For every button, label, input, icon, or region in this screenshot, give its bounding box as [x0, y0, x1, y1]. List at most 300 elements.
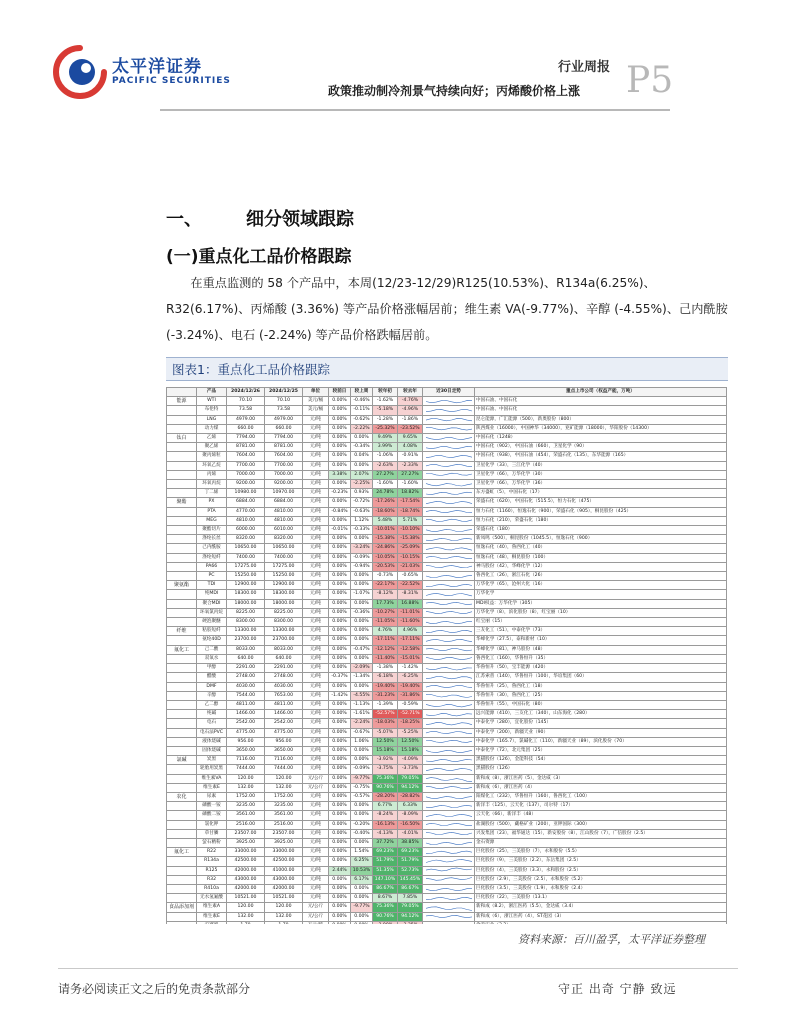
row-product: PA66 [197, 562, 227, 571]
trend-line [426, 575, 472, 577]
row-group [167, 737, 197, 746]
row-unit: 元/吨 [303, 461, 329, 470]
trend-sparkline-icon [424, 416, 474, 423]
row-product: 维生素E [197, 783, 227, 792]
row-day-change: 0.00% [329, 452, 351, 461]
row-group [167, 746, 197, 755]
row-yoy-change: -10.10% [398, 526, 423, 535]
row-price-1: 42500.00 [227, 857, 265, 866]
row-week-change: -0.09% [351, 553, 373, 562]
row-yoy-change: -15.01% [398, 654, 423, 663]
row-day-change: 0.00% [329, 553, 351, 562]
trend-line [426, 787, 472, 789]
row-price-1: 12900.00 [227, 581, 265, 590]
row-price-1: 17275.00 [227, 562, 265, 571]
row-price-1: 42000.00 [227, 866, 265, 875]
row-week-change: 6.25% [351, 857, 373, 866]
row-unit: 元/吨 [303, 838, 329, 847]
trend-sparkline-icon [424, 766, 474, 773]
row-group [167, 894, 197, 903]
trend-sparkline-icon [424, 655, 474, 662]
row-trend-sparkline [423, 636, 475, 645]
trend-line [426, 621, 472, 623]
row-trend-sparkline [423, 627, 475, 636]
row-price-1: 6884.00 [227, 498, 265, 507]
row-ytd-change: -4.13% [373, 829, 398, 838]
row-trend-sparkline [423, 894, 475, 903]
trend-line [426, 667, 472, 669]
table-row [167, 838, 727, 847]
row-unit: 元/吨 [303, 682, 329, 691]
row-yoy-change: -21.03% [398, 562, 423, 571]
row-ytd-change: 37.72% [373, 838, 398, 847]
row-unit: 元/吨 [303, 443, 329, 452]
row-day-change: 3.38% [329, 470, 351, 479]
row-unit: 元/吨 [303, 848, 329, 857]
row-unit: 元/吨 [303, 424, 329, 433]
row-day-change: 0.00% [329, 443, 351, 452]
trend-line [426, 520, 472, 522]
row-price-2: 23507.00 [265, 829, 303, 838]
row-day-change: 0.00% [329, 756, 351, 765]
header-divider [160, 109, 670, 111]
row-yoy-change: -4.96% [398, 406, 423, 415]
row-trend-sparkline [423, 866, 475, 875]
row-price-1: 70.10 [227, 397, 265, 406]
row-unit: 元/吨 [303, 875, 329, 884]
row-week-change: 0.93% [351, 489, 373, 498]
row-trend-sparkline [423, 599, 475, 608]
row-unit [303, 921, 329, 924]
row-price-2: 18300.00 [265, 590, 303, 599]
table-row [167, 461, 727, 470]
row-day-change: 0.00% [329, 728, 351, 737]
row-product: 氯化钾 [197, 820, 227, 829]
trend-line [426, 630, 472, 632]
row-ytd-change: 12.50% [373, 737, 398, 746]
row-ytd-change: 3.99% [373, 443, 398, 452]
trend-sparkline-icon [424, 913, 474, 920]
table-row [167, 415, 727, 424]
row-ytd-change: -17.11% [373, 636, 398, 645]
row-week-change: -9.77% [351, 903, 373, 912]
trend-sparkline-icon [424, 711, 474, 718]
row-yoy-change: -1.42% [398, 664, 423, 673]
row-companies: 恒逸石化（48），桐昆股份（100） [475, 553, 727, 562]
row-group: 氯碱 [167, 756, 197, 765]
row-ytd-change: 90.76% [373, 912, 398, 921]
row-companies: 万华化学（65），沧州大化（16） [475, 581, 727, 590]
row-price-1: 7116.00 [227, 756, 265, 765]
row-day-change: 0.00% [329, 572, 351, 581]
row-yoy-change: -6.25% [398, 673, 423, 682]
row-week-change: -0.47% [351, 645, 373, 654]
row-ytd-change: -3.75% [373, 765, 398, 774]
row-day-change: 0.00% [329, 636, 351, 645]
section-title-text: 细分领域跟踪 [246, 209, 354, 230]
row-companies: 黑猫股份（126） [475, 765, 727, 774]
row-price-1: 2542.00 [227, 719, 265, 728]
price-table [166, 387, 727, 924]
brand-name-cn: 太平洋证券 [112, 57, 202, 77]
row-group [167, 461, 197, 470]
table-row [167, 792, 727, 801]
col-ytd-change: 较年初 [373, 388, 398, 397]
trend-line [426, 814, 472, 816]
row-product: DMF [197, 682, 227, 691]
row-day-change: 0.00% [329, 811, 351, 820]
row-companies: 恒逸石化（40），鲁西化工（40） [475, 544, 727, 553]
row-group [167, 480, 197, 489]
row-companies: 新和成（8），浙江医药（5），金达威（3） [475, 774, 727, 783]
row-group: 能源 [167, 397, 197, 406]
row-trend-sparkline [423, 802, 475, 811]
trend-line [426, 548, 472, 551]
row-ytd-change: -11.40% [373, 654, 398, 663]
row-product: LNG [197, 415, 227, 424]
footer-disclaimer: 请务必阅读正文之后的免责条款部分 [58, 982, 251, 996]
row-price-2: 3561.00 [265, 811, 303, 820]
row-week-change: 6.17% [351, 875, 373, 884]
row-group [167, 912, 197, 921]
row-day-change: 0.00% [329, 838, 351, 847]
row-day-change [329, 921, 351, 924]
trend-sparkline-icon [424, 876, 474, 883]
row-group [167, 562, 197, 571]
table-row [167, 581, 727, 590]
row-trend-sparkline [423, 562, 475, 571]
row-yoy-change: -31.86% [398, 691, 423, 700]
col-yoy-change: 较去年 [398, 388, 423, 397]
row-product: R125 [197, 866, 227, 875]
trend-sparkline-icon [424, 545, 474, 552]
row-unit: 元/吨 [303, 599, 329, 608]
row-week-change: 0.00% [351, 599, 373, 608]
row-trend-sparkline [423, 811, 475, 820]
row-day-change: 0.00% [329, 406, 351, 415]
trend-line [426, 741, 472, 743]
section-title [166, 205, 354, 231]
page-number: P5 [626, 60, 674, 101]
row-week-change: -1.61% [351, 710, 373, 719]
row-unit: 元/吨 [303, 618, 329, 627]
row-group [167, 838, 197, 847]
trend-line [426, 584, 472, 586]
row-price-2: 3925.00 [265, 838, 303, 847]
trend-sparkline-icon [424, 922, 474, 924]
trend-line [426, 768, 472, 770]
row-price-2: 43000.00 [265, 875, 303, 884]
row-week-change: 0.00% [351, 581, 373, 590]
row-price-2: 120.00 [265, 903, 303, 912]
row-ytd-change: 75.36% [373, 774, 398, 783]
row-companies: 鲁西化工（160），华鲁恒升（35） [475, 654, 727, 663]
row-companies: 华峰化学（27.5），泰和新材（10） [475, 636, 727, 645]
table-row [167, 489, 727, 498]
row-unit: 元/吨 [303, 811, 329, 820]
row-week-change: -0.34% [351, 443, 373, 452]
row-price-1: 4775.00 [227, 728, 265, 737]
row-trend-sparkline [423, 792, 475, 801]
row-week-change: 0.00% [351, 884, 373, 893]
row-group [167, 470, 197, 479]
row-week-change: 0.00% [351, 636, 373, 645]
row-ytd-change: 51.79% [373, 857, 398, 866]
row-ytd-change: 8.67% [373, 894, 398, 903]
trend-sparkline-icon [424, 536, 474, 543]
trend-sparkline-icon [424, 563, 474, 570]
row-unit: 元/吨 [303, 645, 329, 654]
row-price-1: 2516.00 [227, 820, 265, 829]
row-product: 乙二醇 [197, 700, 227, 709]
table-row [167, 544, 727, 553]
row-product: 双氧水 [197, 654, 227, 663]
row-unit: 元/吨 [303, 820, 329, 829]
row-week-change: 0.00% [351, 756, 373, 765]
trend-line [426, 915, 472, 917]
row-price-2: 7444.00 [265, 765, 303, 774]
trend-sparkline-icon [424, 720, 474, 727]
trend-line [426, 474, 472, 476]
table-row [167, 507, 727, 516]
row-unit: 元/吨 [303, 553, 329, 562]
trend-line [426, 501, 472, 503]
row-unit: 元/吨 [303, 507, 329, 516]
row-companies: 江苏索普（140），华鲁恒升（100），华谊集团（60） [475, 673, 727, 682]
row-ytd-change: -5.07% [373, 728, 398, 737]
row-price-1: 3561.00 [227, 811, 265, 820]
row-yoy-change: 5.71% [398, 516, 423, 525]
row-companies: 中国石化（902），中国石油（660），卫星化学（90） [475, 443, 727, 452]
table-row [167, 618, 727, 627]
trend-sparkline-icon [424, 784, 474, 791]
table-row [167, 746, 727, 755]
row-trend-sparkline [423, 682, 475, 691]
row-companies: 巨化股份（25），三美股份（7），永和股份（5.5） [475, 848, 727, 857]
row-group [167, 884, 197, 893]
row-trend-sparkline [423, 654, 475, 663]
row-price-2: 42500.00 [265, 857, 303, 866]
row-week-change: -0.62% [351, 415, 373, 424]
row-yoy-change: 16.88% [398, 599, 423, 608]
table-row [167, 866, 727, 875]
row-week-change: 1.54% [351, 848, 373, 857]
table-row [167, 480, 727, 489]
row-unit: 元/公斤 [303, 774, 329, 783]
row-yoy-change: 7.85% [398, 894, 423, 903]
row-week-change: 0.00% [351, 802, 373, 811]
row-week-change: -2.25% [351, 480, 373, 489]
row-price-2: 7700.00 [265, 461, 303, 470]
trend-sparkline-icon [424, 435, 474, 442]
row-yoy-change: 52.73% [398, 866, 423, 875]
row-yoy-change: -15.38% [398, 535, 423, 544]
row-trend-sparkline [423, 838, 475, 847]
row-day-change: 0.00% [329, 562, 351, 571]
row-yoy-change: -22.52% [398, 581, 423, 590]
row-product: 己内酰胺 [197, 544, 227, 553]
row-yoy-change: -4.01% [398, 829, 423, 838]
row-companies: 黑猫股份（126），金能科技（54） [475, 756, 727, 765]
row-price-1: 43000.00 [227, 875, 265, 884]
row-yoy-change: 94.12% [398, 912, 423, 921]
table-row [167, 857, 727, 866]
row-ytd-change: -25.32% [373, 424, 398, 433]
footer-motto: 守正 出奇 宁静 致远 [558, 982, 677, 996]
table-header-row [167, 388, 727, 397]
trend-sparkline-icon [424, 628, 474, 635]
row-price-1: 4979.00 [227, 415, 265, 424]
row-price-2: 7116.00 [265, 756, 303, 765]
row-ytd-change: -0.73% [373, 572, 398, 581]
row-product: 萤石精粉 [197, 838, 227, 847]
row-price-1: 23507.00 [227, 829, 265, 838]
row-group [167, 452, 197, 461]
row-group: 纤维 [167, 627, 197, 636]
row-product: 维生素E [197, 912, 227, 921]
row-price-2: 8300.00 [265, 618, 303, 627]
row-unit: 元/吨 [303, 700, 329, 709]
row-yoy-change: 94.12% [398, 783, 423, 792]
table-row [167, 737, 727, 746]
row-week-change: -0.57% [351, 792, 373, 801]
row-product: 动力煤 [197, 424, 227, 433]
row-price-2: 956.00 [265, 737, 303, 746]
row-companies: 华鲁恒升（55），中国石化（80） [475, 700, 727, 709]
table-row [167, 728, 727, 737]
table-row [167, 608, 727, 617]
row-ytd-change: 15.18% [373, 746, 398, 755]
row-yoy-change [398, 921, 423, 924]
row-yoy-change: -17.11% [398, 636, 423, 645]
row-day-change: 0.00% [329, 848, 351, 857]
row-companies: 荣盛石化（180） [475, 526, 727, 535]
row-group: 氟化工 [167, 645, 197, 654]
row-companies: 中泰化学（165.7），氯碱化工（110），新疆天业（89），滨化股份（70） [475, 737, 727, 746]
row-week-change: -0.40% [351, 829, 373, 838]
row-week-change: -0.63% [351, 507, 373, 516]
figure-source: 资料来源：百川盈孚，太平洋证券整理 [518, 933, 705, 946]
table-row [167, 710, 727, 719]
row-ytd-change: -10.01% [373, 526, 398, 535]
row-day-change: 0.00% [329, 820, 351, 829]
row-price-2: 4979.00 [265, 415, 303, 424]
row-price-2: 13300.00 [265, 627, 303, 636]
row-week-change: -0.72% [351, 498, 373, 507]
row-day-change: 0.00% [329, 415, 351, 424]
row-ytd-change: 6.77% [373, 802, 398, 811]
row-ytd-change: -15.38% [373, 535, 398, 544]
trend-sparkline-icon [424, 803, 474, 810]
row-companies: 新洋丰（125），云天化（137），司尔特（17） [475, 802, 727, 811]
row-trend-sparkline [423, 526, 475, 535]
trend-sparkline-icon [424, 812, 474, 819]
row-price-2: 23700.00 [265, 636, 303, 645]
row-group [167, 700, 197, 709]
row-price-1: 2291.00 [227, 664, 265, 673]
row-product: 聚酯切片 [197, 526, 227, 535]
trend-line [426, 639, 472, 641]
row-trend-sparkline [423, 470, 475, 479]
row-product: PX [197, 498, 227, 507]
row-companies: 华峰化学（81），神马股份（48） [475, 645, 727, 654]
report-subtitle: 政策推动制冷剂景气持续向好；丙烯酸价格上涨 [328, 84, 581, 98]
row-unit: 元/吨 [303, 415, 329, 424]
row-price-1: 7544.00 [227, 691, 265, 700]
trend-sparkline-icon [424, 609, 474, 616]
row-trend-sparkline [423, 700, 475, 709]
row-yoy-change: 6.33% [398, 802, 423, 811]
row-unit: 元/吨 [303, 829, 329, 838]
row-price-1: 8033.00 [227, 645, 265, 654]
row-group [167, 608, 197, 617]
table-row [167, 397, 727, 406]
row-day-change: -1.42% [329, 691, 351, 700]
row-companies: 东方盛虹（5），中国石化（17） [475, 489, 727, 498]
table-row [167, 903, 727, 912]
row-day-change: 0.00% [329, 719, 351, 728]
row-price-2: 7604.00 [265, 452, 303, 461]
trend-line [426, 695, 472, 698]
trend-sparkline-icon [424, 573, 474, 580]
row-price-1: 660.00 [227, 424, 265, 433]
row-price-1: 7444.00 [227, 765, 265, 774]
table-row [167, 700, 727, 709]
row-companies: 巨化股份（3.5），三美股份（1.9），永和股份（2.4） [475, 884, 727, 893]
row-week-change: -0.36% [351, 608, 373, 617]
row-product: TDI [197, 581, 227, 590]
row-price-2: 9200.00 [265, 480, 303, 489]
row-yoy-change: -2.33% [398, 461, 423, 470]
row-product: 无水氢氟酸 [197, 894, 227, 903]
row-group [167, 921, 197, 924]
row-group [167, 802, 197, 811]
row-trend-sparkline [423, 756, 475, 765]
row-companies: 华鲁恒升（30），鲁西化工（25） [475, 691, 727, 700]
trend-line [426, 409, 472, 411]
row-unit: 元/吨 [303, 526, 329, 535]
row-price-2: 120.00 [265, 774, 303, 783]
row-ytd-change: -18.03% [373, 719, 398, 728]
row-week-change: 0.00% [351, 461, 373, 470]
row-price-2: 640.00 [265, 654, 303, 663]
row-ytd-change: -8.24% [373, 811, 398, 820]
row-companies: 恒力石化（1160），恒逸石化（900），荣盛石化（905），桐昆股份（425） [475, 507, 727, 516]
trend-sparkline-icon [424, 674, 474, 681]
row-week-change: -2.22% [351, 424, 373, 433]
row-week-change: -1.34% [351, 673, 373, 682]
row-price-1: 4810.00 [227, 516, 265, 525]
row-day-change: 0.00% [329, 544, 351, 553]
row-price-2: 10970.00 [265, 489, 303, 498]
row-group: 钛白 [167, 434, 197, 443]
row-yoy-change: -11.60% [398, 618, 423, 627]
table-row [167, 553, 727, 562]
trend-line [426, 538, 472, 540]
row-group [167, 811, 197, 820]
table-row [167, 894, 727, 903]
row-ytd-change: -1.62% [373, 397, 398, 406]
row-companies [475, 921, 727, 924]
row-day-change: 0.00% [329, 664, 351, 673]
row-week-change: -2.24% [351, 719, 373, 728]
row-companies: 神马股份（42），华峰化学（12） [475, 562, 727, 571]
row-yoy-change: -28.82% [398, 792, 423, 801]
row-companies: 中泰化学（280），宜化股份（145） [475, 719, 727, 728]
row-price-1: 7700.00 [227, 461, 265, 470]
row-trend-sparkline [423, 406, 475, 415]
table-row [167, 912, 727, 921]
